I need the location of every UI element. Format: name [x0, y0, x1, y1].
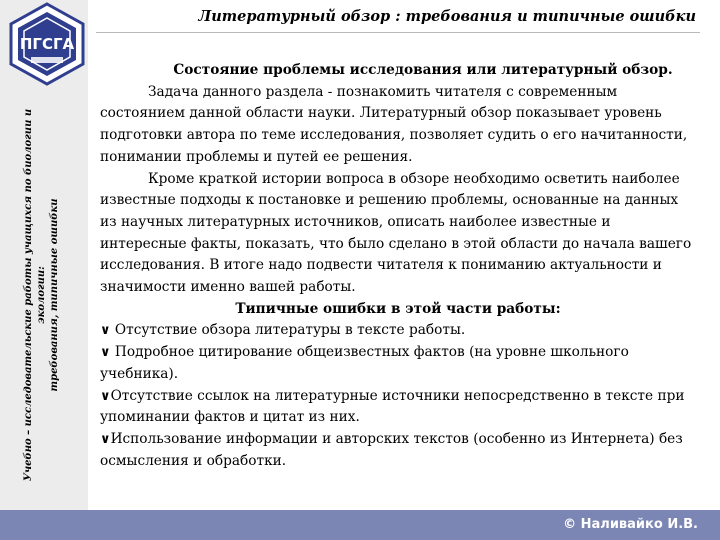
footer-bar	[0, 510, 720, 540]
logo-text: ПГСГА	[19, 35, 75, 53]
page-title: Литературный обзор : требования и типичные ошибки	[198, 8, 696, 25]
errors-subheading: Типичные ошибки в этой части работы:	[235, 300, 561, 317]
content-area	[100, 60, 696, 472]
checkmark-icon: ∨	[100, 345, 111, 361]
bullet-text: Отсутствие обзора литературы в тексте работы.	[110, 322, 466, 339]
bullet-text: Использование информации и авторских текстов (особенно из Интернета) без осмысления и обработки.	[100, 430, 683, 469]
checkmark-icon: ∨	[100, 323, 111, 339]
sidebar-text-line1: Учебно – исследовательские работы учащихся по биологии и экологии:	[23, 108, 47, 482]
bullet-item	[100, 342, 696, 385]
sidebar-text-line2: требования, типичные ошибки	[49, 198, 60, 392]
paragraph-2: Кроме краткой истории вопроса в обзоре необходимо осветить наиболее известные подходы к постановке и решению проблемы, основанные на данных из научных литературных источников, описать наиболее известные и интересные факты, показать, что было сделано в этой области до начала вашего исследования. В итоге надо подвести читателя к пониманию актуальности и значимости именно вашей работы.	[100, 170, 692, 296]
checkmark-icon: ∨	[100, 431, 111, 447]
bullet-item	[100, 386, 696, 429]
university-emblem-icon	[7, 2, 87, 86]
sidebar-vertical-text	[22, 90, 61, 500]
checkmark-icon: ∨	[100, 388, 111, 404]
header-divider	[96, 32, 700, 33]
bullet-text: Отсутствие ссылок на литературные источники непосредственно в тексте при упоминании фактов и цитат из них.	[100, 387, 685, 426]
bullet-item	[100, 320, 696, 342]
paragraph-1: Задача данного раздела - познакомить читателя с современным состоянием данной области науки. Литературный обзор показывает уровень подготовки автора по теме исследования, позволяет судить о его начитанности, понимании проблемы и путей ее решения.	[100, 83, 688, 165]
bullet-text: Подробное цитирование общеизвестных фактов (на уровне школьного учебника).	[100, 344, 629, 382]
section-heading: Состояние проблемы исследования или литературный обзор.	[173, 62, 673, 78]
copyright-text: © Наливайко И.В.	[563, 517, 698, 532]
bullet-item	[100, 429, 696, 472]
